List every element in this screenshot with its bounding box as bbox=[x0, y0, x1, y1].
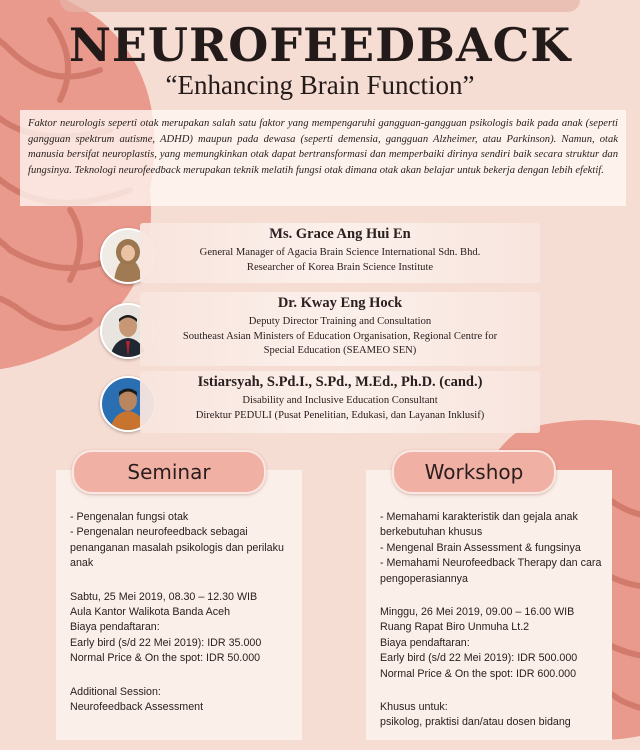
speaker-2-name: Dr. Kway Eng Hock bbox=[277, 295, 403, 311]
workshop-special-audience: psikolog, praktisi dan/atau dosen bidang bbox=[380, 716, 571, 729]
page-title: NEUROFEEDBACK bbox=[68, 18, 572, 72]
workshop-panel bbox=[366, 470, 612, 740]
page-subtitle: “Enhancing Brain Function” bbox=[165, 70, 475, 100]
speaker-3-name: Istiarsyah, S.Pd.I., S.Pd., M.Ed., Ph.D. (cand.) bbox=[197, 374, 483, 390]
seminar-date: Sabtu, 25 Mei 2019, 08.30 – 12.30 WIB bbox=[70, 590, 258, 603]
top-banner-strip bbox=[60, 0, 580, 12]
workshop-topic-3: - Memahami Neurofeedback Therapy dan cara pengoperasiannya bbox=[380, 557, 602, 585]
speaker-1-name: Ms. Grace Ang Hui En bbox=[269, 226, 411, 242]
speaker-card-3 bbox=[140, 371, 540, 433]
speaker-1-role: General Manager of Agacia Brain Science International Sdn. Bhd. bbox=[199, 247, 481, 258]
workshop-normal-price: Normal Price & On the spot: IDR 600.000 bbox=[380, 667, 577, 680]
seminar-panel bbox=[56, 470, 302, 740]
seminar-additional-label: Additional Session: bbox=[70, 685, 161, 698]
seminar-early-bird: Early bird (s/d 22 Mei 2019): IDR 35.000 bbox=[70, 636, 262, 649]
speaker-2-role: Deputy Director Training and Consultation bbox=[248, 316, 432, 327]
workshop-special-label: Khusus untuk: bbox=[380, 701, 448, 714]
workshop-fee-label: Biaya pendaftaran: bbox=[380, 636, 470, 649]
speaker-2-affiliation: Southeast Asian Ministers of Education Organisation, Regional Centre for Special Education (SEAMEO SEN) bbox=[182, 330, 498, 356]
workshop-venue: Ruang Rapat Biro Unmuha Lt.2 bbox=[380, 621, 530, 634]
speaker-3-affiliation: Direktur PEDULI (Pusat Penelitian, Edukasi, dan Layanan Inklusif) bbox=[195, 409, 485, 421]
workshop-heading: Workshop bbox=[392, 450, 556, 494]
speaker-3-role: Disability and Inclusive Education Consultant bbox=[242, 395, 438, 406]
speaker-card-2 bbox=[140, 292, 540, 366]
seminar-fee-label: Biaya pendaftaran: bbox=[70, 621, 160, 634]
seminar-additional-session: Neurofeedback Assessment bbox=[70, 701, 204, 714]
workshop-date: Minggu, 26 Mei 2019, 09.00 – 16.00 WIB bbox=[380, 606, 575, 619]
seminar-heading: Seminar bbox=[72, 450, 266, 494]
workshop-topic-1: - Memahami karakteristik dan gejala anak berkebutuhan khusus bbox=[380, 511, 578, 539]
speaker-1-affiliation: Researcher of Korea Brain Science Institute bbox=[246, 261, 434, 273]
intro-paragraph: Faktor neurologis seperti otak merupakan salah satu faktor yang mempengaruhi gangguan-gangguan psikologis baik pada anak (seperti gangguan spektrum autisme, ADHD) maupun pada dewasa (seperti demensia, gangguan Alzheimer, atau Parkinson). Namun, otak manusia bersifat neuroplastis, yang memungkinkan otak dapat bertransformasi dan memperbaiki dirinya sendiri baik secara struktur dan fungsinya. Teknologi neurofeedback merupakan teknik melatih fungsi otak dimana otak akan belajar untuk bekerja dengan lebih efektif. bbox=[20, 110, 626, 206]
seminar-normal-price: Normal Price & On the spot: IDR 50.000 bbox=[70, 652, 261, 665]
seminar-topic-2: - Pengenalan neurofeedback sebagai penanganan masalah psikologis dan perilaku anak bbox=[70, 526, 284, 570]
speaker-card-1 bbox=[140, 223, 540, 283]
seminar-topic-1: - Pengenalan fungsi otak bbox=[70, 511, 189, 523]
workshop-early-bird: Early bird (s/d 22 Mei 2019): IDR 500.000 bbox=[380, 652, 578, 665]
seminar-venue: Aula Kantor Walikota Banda Aceh bbox=[70, 606, 231, 619]
workshop-topic-2: - Mengenal Brain Assessment & fungsinya bbox=[380, 541, 581, 554]
